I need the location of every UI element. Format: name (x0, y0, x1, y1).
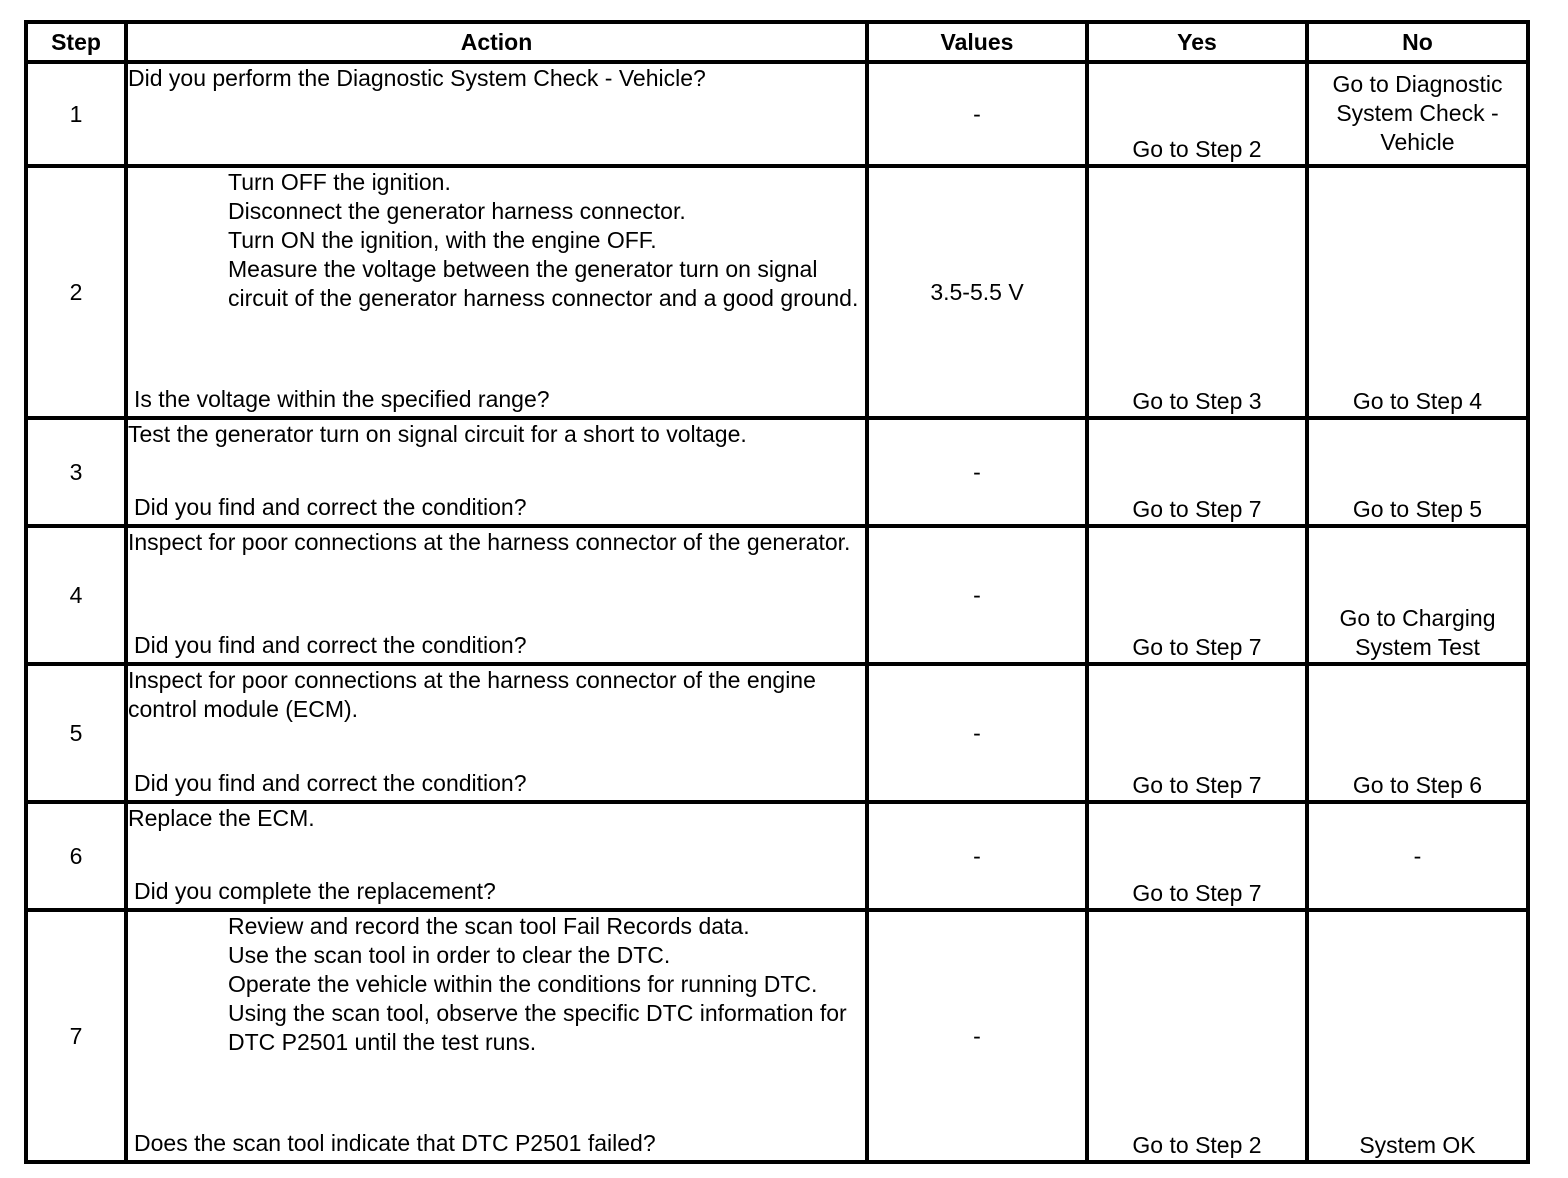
action-cell (126, 418, 867, 526)
table-row (26, 802, 1528, 910)
no-cell: System OK (1307, 910, 1528, 1162)
header-no: No (1307, 22, 1528, 62)
no-cell: Go to Step 5 (1307, 418, 1528, 526)
action-step: Turn ON the ignition, with the engine OFF. (228, 227, 657, 253)
no-cell: Go to Step 4 (1307, 166, 1528, 418)
table-row (26, 418, 1528, 526)
action-steps-list (128, 912, 865, 1057)
action-question: Did you find and correct the condition? (134, 494, 527, 520)
action-text: Did you perform the Diagnostic System Check - Vehicle? (128, 65, 706, 91)
yes-cell: Go to Step 7 (1087, 664, 1307, 802)
header-values: Values (867, 22, 1087, 62)
table-row (26, 62, 1528, 166)
action-question: Does the scan tool indicate that DTC P2501 failed? (134, 1130, 656, 1156)
values-cell: - (867, 802, 1087, 910)
action-step: Turn OFF the ignition. (228, 169, 451, 195)
header-yes: Yes (1087, 22, 1307, 62)
action-question: Did you find and correct the condition? (134, 770, 527, 796)
header-action: Action (126, 22, 867, 62)
step-number: 4 (26, 526, 126, 664)
step-number: 2 (26, 166, 126, 418)
action-cell (126, 664, 867, 802)
action-steps-list (128, 168, 865, 313)
values-cell: - (867, 664, 1087, 802)
step-number: 7 (26, 910, 126, 1162)
action-cell (126, 166, 867, 418)
action-question: Is the voltage within the specified range? (134, 386, 550, 412)
action-text: Inspect for poor connections at the harness connector of the engine control module (ECM). (128, 667, 816, 722)
action-cell (126, 526, 867, 664)
no-cell: Go to Diagnostic System Check - Vehicle (1307, 62, 1528, 166)
step-number: 1 (26, 62, 126, 166)
action-step: Review and record the scan tool Fail Records data. (228, 913, 750, 939)
values-cell: - (867, 418, 1087, 526)
no-cell: Go to Charging System Test (1307, 526, 1528, 664)
values-cell: 3.5-5.5 V (867, 166, 1087, 418)
yes-cell: Go to Step 7 (1087, 526, 1307, 664)
no-cell: - (1307, 802, 1528, 910)
action-cell (126, 62, 867, 166)
yes-cell: Go to Step 2 (1087, 62, 1307, 166)
action-question: Did you find and correct the condition? (134, 632, 527, 658)
values-cell: - (867, 62, 1087, 166)
action-step: Use the scan tool in order to clear the DTC. (228, 942, 671, 968)
yes-cell: Go to Step 2 (1087, 910, 1307, 1162)
table-row (26, 526, 1528, 664)
action-step: Using the scan tool, observe the specific DTC information for DTC P2501 until the test runs. (228, 1000, 847, 1055)
step-number: 3 (26, 418, 126, 526)
yes-cell: Go to Step 7 (1087, 418, 1307, 526)
table-row (26, 910, 1528, 1162)
values-cell: - (867, 526, 1087, 664)
action-text: Replace the ECM. (128, 805, 315, 831)
yes-cell: Go to Step 3 (1087, 166, 1307, 418)
action-question: Did you complete the replacement? (134, 878, 496, 904)
action-text: Test the generator turn on signal circuit for a short to voltage. (128, 421, 747, 447)
action-step: Operate the vehicle within the conditions for running DTC. (228, 971, 818, 997)
action-text: Inspect for poor connections at the harness connector of the generator. (128, 529, 851, 555)
yes-cell: Go to Step 7 (1087, 802, 1307, 910)
step-number: 6 (26, 802, 126, 910)
action-step: Disconnect the generator harness connector. (228, 198, 686, 224)
action-cell (126, 910, 867, 1162)
table-row (26, 166, 1528, 418)
header-step: Step (26, 22, 126, 62)
step-number: 5 (26, 664, 126, 802)
action-cell (126, 802, 867, 910)
table-row (26, 664, 1528, 802)
action-step: Measure the voltage between the generator turn on signal circuit of the generator harness connector and a good ground. (228, 256, 859, 311)
values-cell: - (867, 910, 1087, 1162)
diagnostic-table (24, 20, 1530, 1164)
header-row (26, 22, 1528, 62)
no-cell: Go to Step 6 (1307, 664, 1528, 802)
